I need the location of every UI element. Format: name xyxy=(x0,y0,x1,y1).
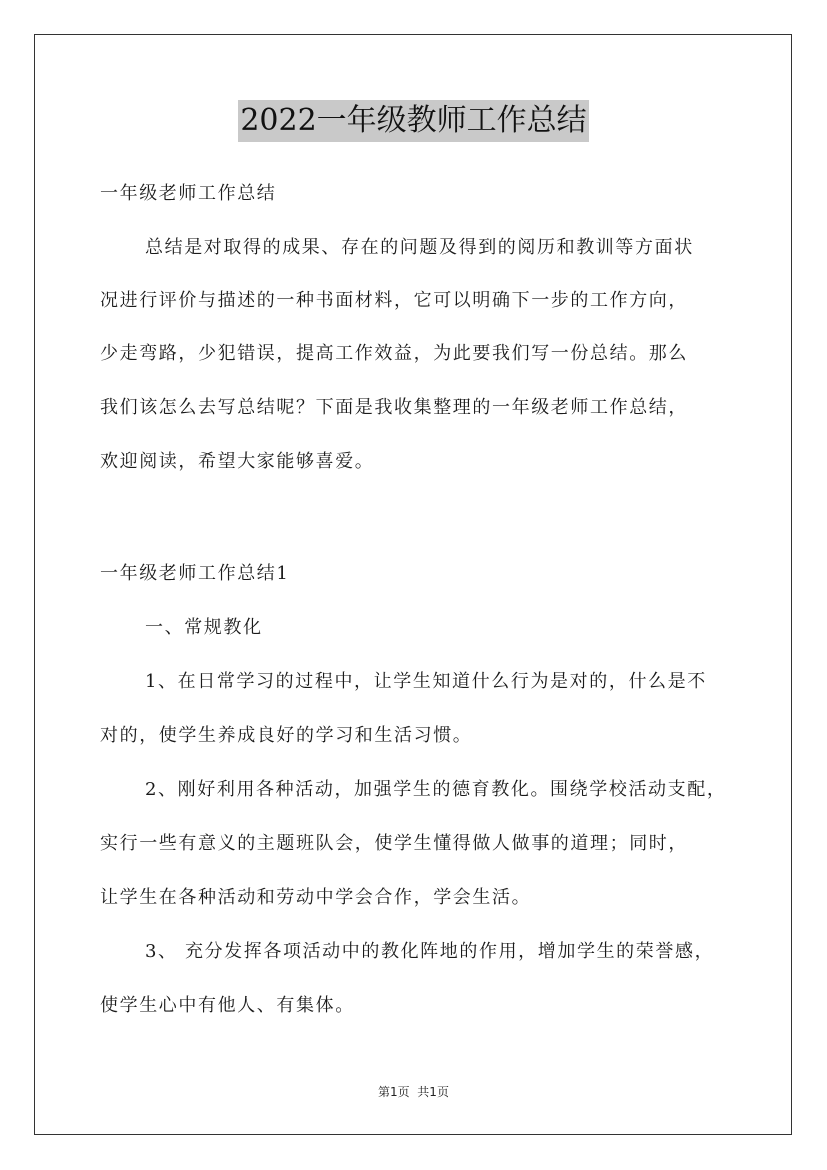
page-number: 第1页 共1页 xyxy=(378,1085,449,1099)
intro-line-5: 欢迎阅读，希望大家能够喜爱。 xyxy=(100,451,375,472)
intro-line-2: 况进行评价与描述的一种书面材料，它可以明确下一步的工作方向， xyxy=(100,290,688,311)
item2-line-3: 让学生在各种活动和劳动中学会合作，学会生活。 xyxy=(100,887,532,908)
section-heading: 一、常规教化 xyxy=(145,617,263,638)
item3-line-2: 使学生心中有他人、有集体。 xyxy=(100,995,355,1016)
intro-line-4: 我们该怎么去写总结呢？下面是我收集整理的一年级老师工作总结， xyxy=(100,397,688,418)
document-title: 2022一年级教师工作总结 xyxy=(238,100,588,142)
item3-line-1: 3、 充分发挥各项活动中的教化阵地的作用，增加学生的荣誉感， xyxy=(145,941,715,962)
section-title: 一年级老师工作总结1 xyxy=(100,563,290,584)
title-container xyxy=(0,100,827,142)
intro-line-1: 总结是对取得的成果、存在的问题及得到的阅历和教训等方面状 xyxy=(145,237,694,258)
item2-line-1: 2、刚好利用各种活动，加强学生的德育教化。围绕学校活动支配， xyxy=(145,779,727,800)
item1-line-2: 对的，使学生养成良好的学习和生活习惯。 xyxy=(100,725,473,746)
item2-line-2: 实行一些有意义的主题班队会，使学生懂得做人做事的道理；同时， xyxy=(100,833,688,854)
intro-line-3: 少走弯路，少犯错误，提高工作效益，为此要我们写一份总结。那么 xyxy=(100,343,688,364)
item1-line-1: 1、在日常学习的过程中，让学生知道什么行为是对的，什么是不 xyxy=(145,671,707,692)
document-subtitle: 一年级老师工作总结 xyxy=(100,183,277,204)
